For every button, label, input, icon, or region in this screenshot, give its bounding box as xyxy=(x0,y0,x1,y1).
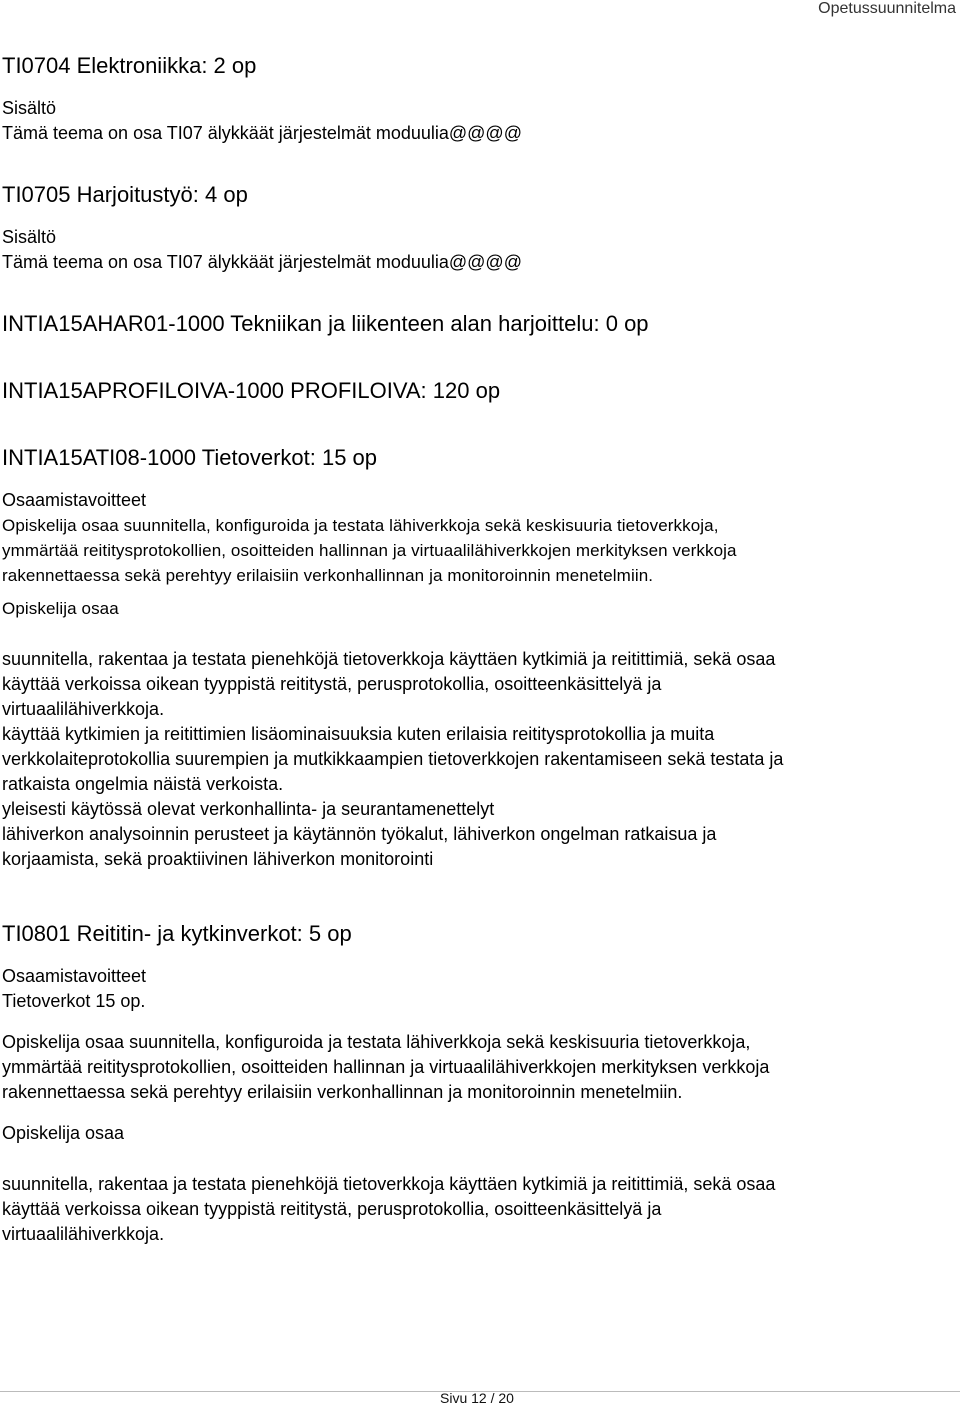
objective-line: virtuaalilähiverkkoja. xyxy=(2,1224,165,1244)
course-title: INTIA15APROFILOIVA-1000 PROFILOIVA: 120 op xyxy=(2,378,501,403)
objective-intro: Opiskelija osaa xyxy=(2,1123,125,1143)
course-section-intia15aprofiloiva xyxy=(2,375,952,407)
section-label: Sisältö xyxy=(2,227,57,247)
section-label: Osaamistavoitteet xyxy=(2,490,147,510)
objective-line: ymmärtää reititysprotokollien, osoitteiden hallinnan ja virtuaalilähiverkkojen merkityksen verkkoja xyxy=(2,1057,770,1077)
section-text: Tämä teema on osa TI07 älykkäät järjestelmät moduulia@@@@ xyxy=(2,123,522,143)
course-section-intia15ati08 xyxy=(2,442,952,872)
course-section-ti0704 xyxy=(2,50,952,146)
section-text: Tämä teema on osa TI07 älykkäät järjestelmät moduulia@@@@ xyxy=(2,252,522,272)
objective-line: Opiskelija osaa suunnitella, konfiguroida ja testata lähiverkkoja sekä keskisuuria tietoverkkoja, xyxy=(2,516,719,535)
section-subtext: Tietoverkot 15 op. xyxy=(2,991,146,1011)
course-title: TI0705 Harjoitustyö: 4 op xyxy=(2,182,248,207)
objective-line: verkkolaiteprotokollia suurempien ja mutkikkaampien tietoverkkojen rakentamiseen sekä testata ja xyxy=(2,749,784,769)
objective-line: ymmärtää reititysprotokollien, osoitteiden hallinnan ja virtuaalilähiverkkojen merkityksen verkkoja xyxy=(2,541,737,560)
objective-line: lähiverkon analysoinnin perusteet ja käytännön työkalut, lähiverkon ongelman ratkaisua ja xyxy=(2,824,717,844)
objective-line: rakennettaessa sekä perehtyy erilaisiin verkonhallinnan ja monitoroinnin menetelmiin. xyxy=(2,1082,683,1102)
page-footer xyxy=(0,1387,960,1409)
objective-line: korjaamista, sekä proaktiivinen lähiverkon monitorointi xyxy=(2,849,434,869)
objective-intro: Opiskelija osaa xyxy=(2,599,119,618)
course-title: TI0801 Reititin- ja kytkinverkot: 5 op xyxy=(2,921,352,946)
objective-line: käyttää verkoissa oikean tyyppistä reititystä, perusprotokollia, osoitteenkäsittelyä ja xyxy=(2,674,662,694)
course-section-ti0801 xyxy=(2,918,952,1247)
objective-line: käyttää kytkimien ja reitittimien lisäominaisuuksia kuten erilaisia reititysprotokollia ja muita xyxy=(2,724,715,744)
objective-line: suunnitella, rakentaa ja testata pienehköjä tietoverkkoja käyttäen kytkimiä ja reitittimiä, sekä osaa xyxy=(2,649,776,669)
objective-line: virtuaalilähiverkkoja. xyxy=(2,699,165,719)
course-section-ti0705 xyxy=(2,179,952,275)
course-title: INTIA15ATI08-1000 Tietoverkot: 15 op xyxy=(2,445,378,470)
course-title: TI0704 Elektroniikka: 2 op xyxy=(2,53,257,78)
course-title: INTIA15AHAR01-1000 Tekniikan ja liikenteen alan harjoittelu: 0 op xyxy=(2,311,649,336)
course-section-intia15ahar01 xyxy=(2,308,952,340)
objective-line: yleisesti käytössä olevat verkonhallinta- ja seurantamenettelyt xyxy=(2,799,495,819)
section-label: Osaamistavoitteet xyxy=(2,966,147,986)
document-content xyxy=(2,50,952,1247)
objective-line: käyttää verkoissa oikean tyyppistä reititystä, perusprotokollia, osoitteenkäsittelyä ja xyxy=(2,1199,662,1219)
objective-line: suunnitella, rakentaa ja testata pienehköjä tietoverkkoja käyttäen kytkimiä ja reitittimiä, sekä osaa xyxy=(2,1174,776,1194)
page-number: Sivu 12 / 20 xyxy=(440,1390,514,1406)
section-label: Sisältö xyxy=(2,98,57,118)
objective-line: Opiskelija osaa suunnitella, konfiguroida ja testata lähiverkkoja sekä keskisuuria tietoverkkoja, xyxy=(2,1032,751,1052)
objective-line: rakennettaessa sekä perehtyy erilaisiin verkonhallinnan ja monitoroinnin menetelmiin. xyxy=(2,566,654,585)
document-header-title: Opetussuunnitelma xyxy=(818,0,956,17)
objective-line: ratkaista ongelmia näistä verkoista. xyxy=(2,774,284,794)
